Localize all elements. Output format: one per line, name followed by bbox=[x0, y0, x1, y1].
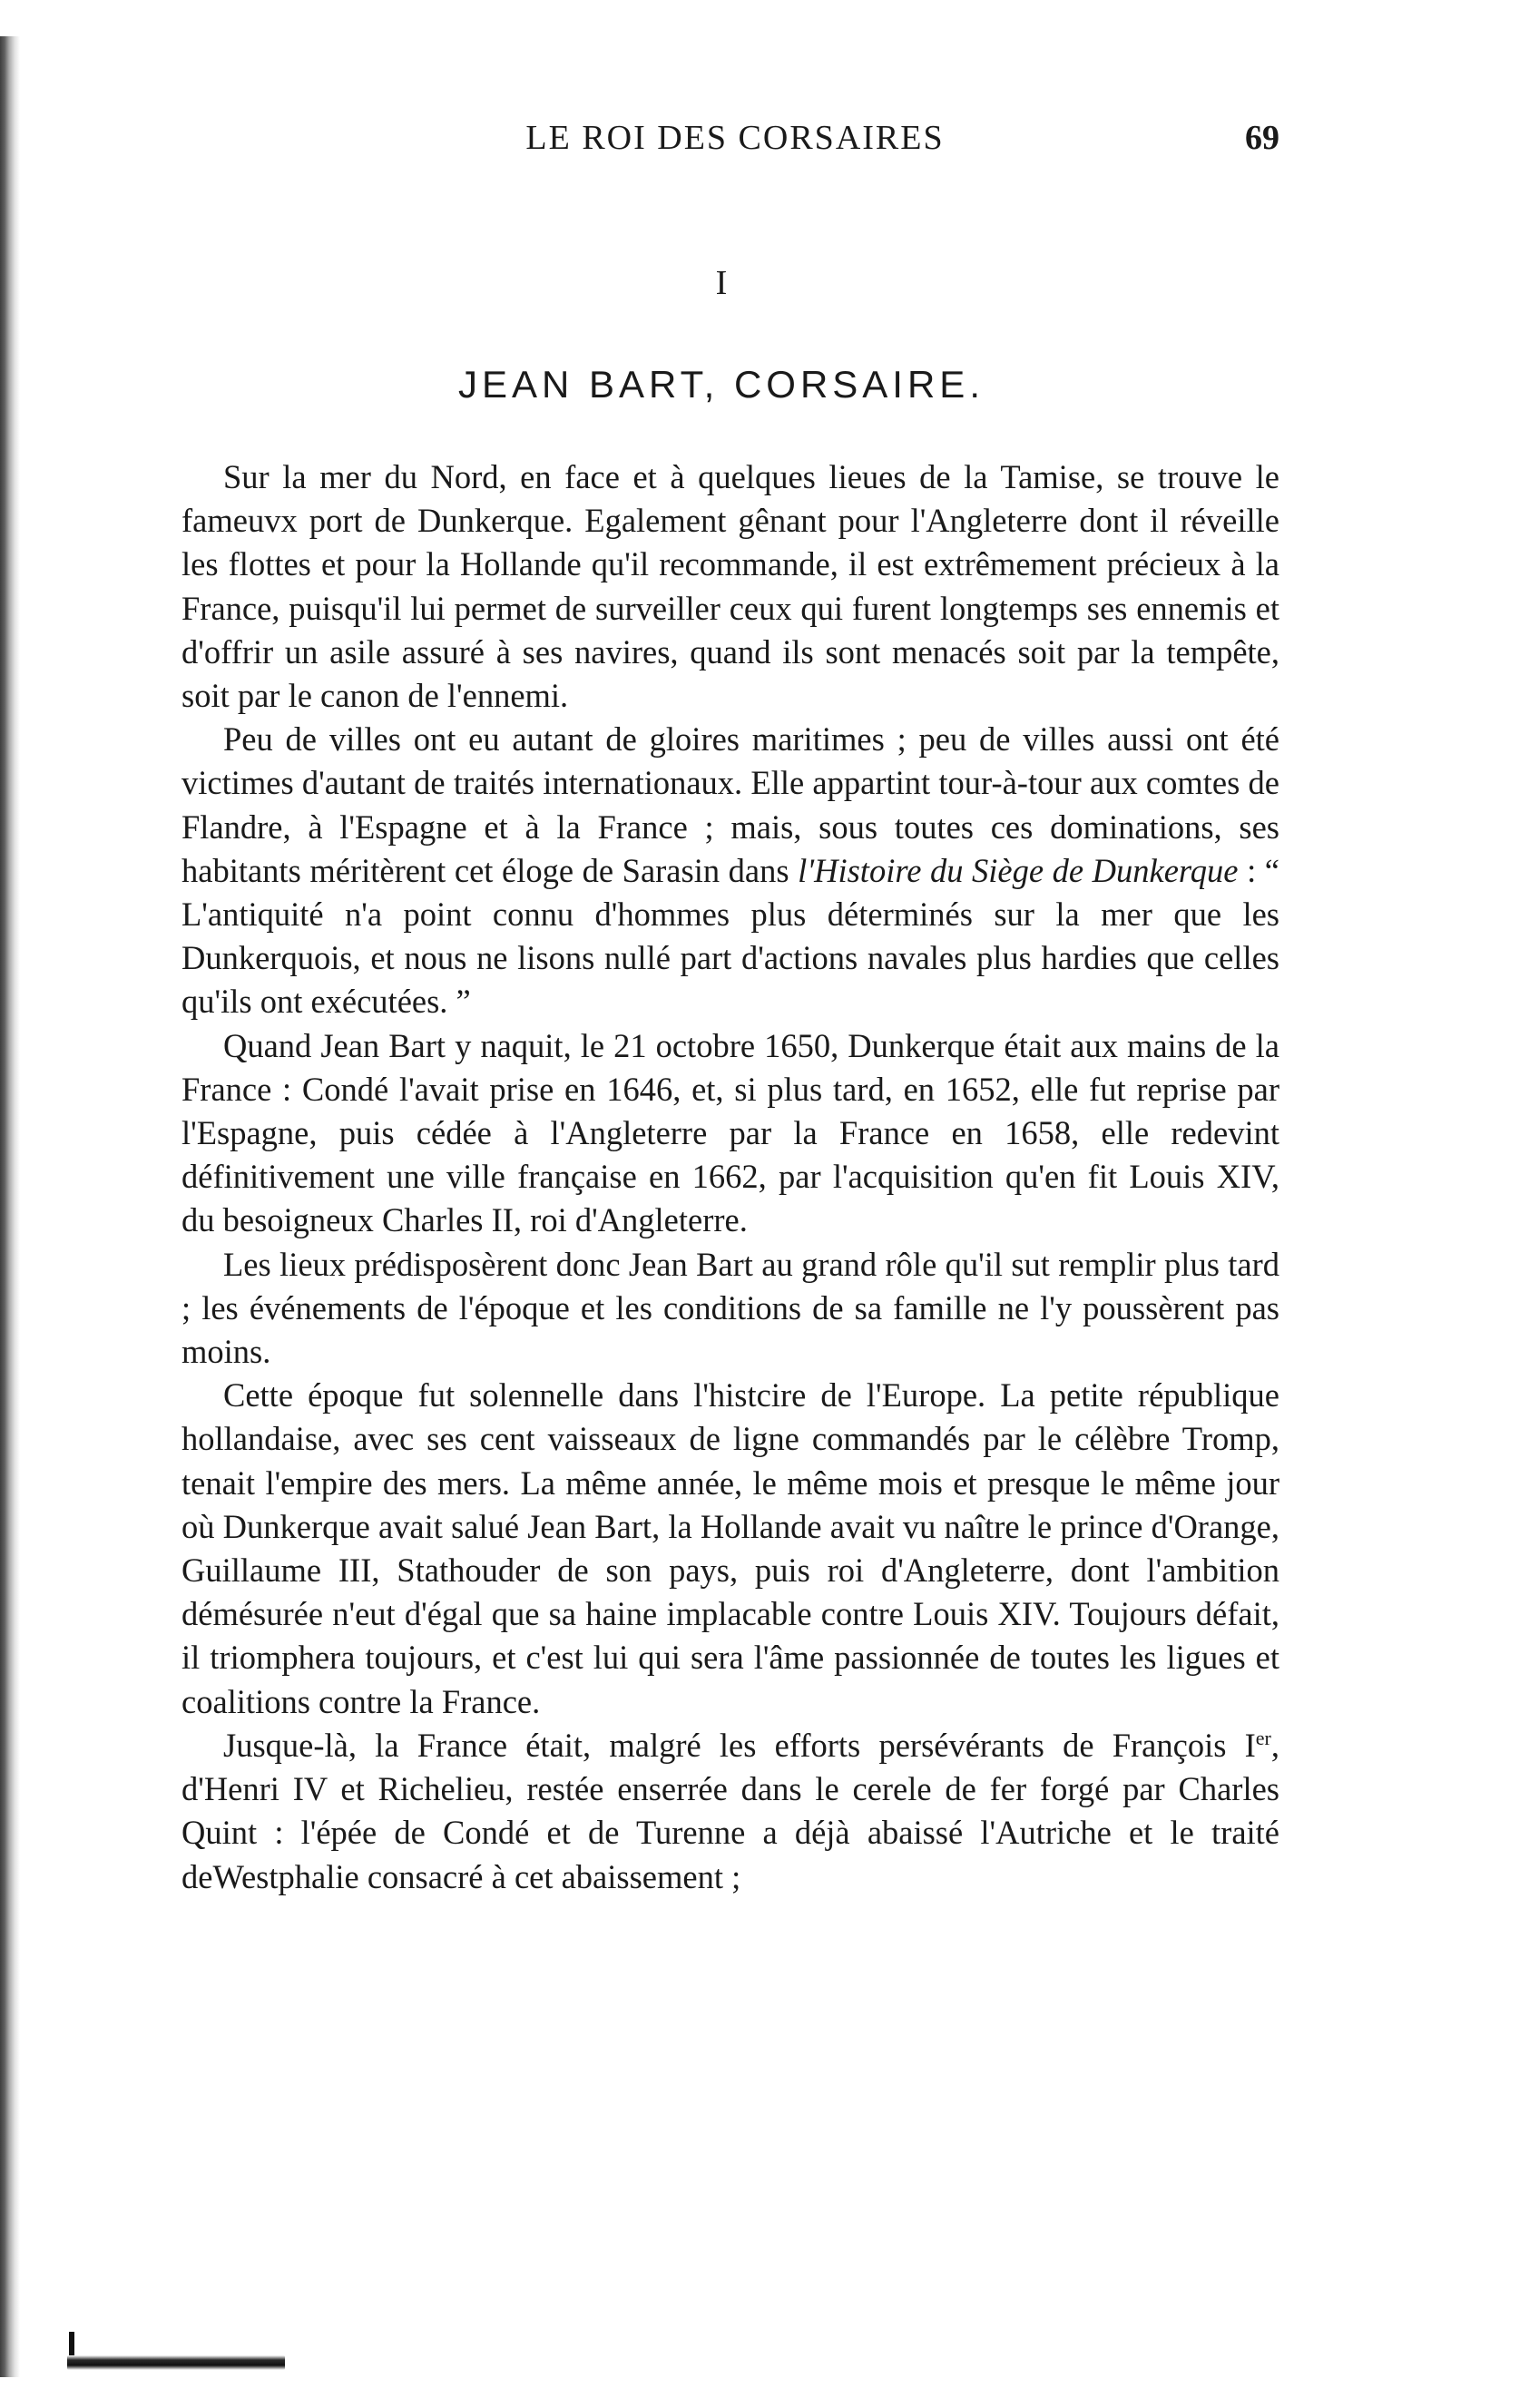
paragraph-2-text-end: : “ L'antiquité n'a point connu d'hommes plus déterminés sur la mer que les Dunkerquois, et nous ne lisons nullé part d'actions navales plus hardies que celles qu'ils ont exécutées. ” bbox=[181, 851, 1279, 1021]
page-number: 69 bbox=[1245, 119, 1279, 157]
page-corner-mark bbox=[67, 2355, 285, 2370]
paragraph-6-text-rest: , d'Henri IV et Richelieu, restée enserrée dans le cerele de fer forgé par Charles Quint : l'épée de Condé et de Turenne a déjà abaissé l'Autriche et le traité deWestphalie consacré à cet abaissement ; bbox=[181, 1726, 1279, 1895]
paragraph-6-text-start: Jusque-là, la France était, malgré les efforts persévérants de François I bbox=[223, 1726, 1256, 1764]
paragraph-2 bbox=[181, 718, 1279, 1023]
section-numeral: I bbox=[715, 264, 728, 302]
paragraph-5: Cette époque fut solennelle dans l'histcire de l'Europe. La petite république hollandaise, avec ses cent vaisseaux de ligne commandés par le célèbre Tromp, tenait l'empire des mers. La même année, le même mois et presque le même jour où Dunkerque avait salué Jean Bart, la Hollande avait vu naître le prince d'Orange, Guillaume III, Stathouder de son pays, puis roi d'Angleterre, dont l'ambition démésurée n'eut d'égal que sa haine implacable contre Louis XIV. Toujours défait, il triomphera toujours, et c'est lui qui sera l'âme passionnée de toutes les ligues et coalitions contre la France. bbox=[181, 1376, 1279, 1720]
chapter-title: JEAN BART, CORSAIRE. bbox=[457, 363, 985, 406]
paragraph-6 bbox=[181, 1724, 1279, 1899]
paragraph-2-text-start: Peu de villes ont eu autant de gloires maritimes ; peu de villes aussi ont été victimes d'autant de traités internationaux. Elle appartint tour-à-tour aux comtes de Flandre, à l'Espagne et à la France ; mais, sous toutes ces dominations, ses habitants méritèrent cet éloge de Sarasin dans bbox=[181, 720, 1279, 889]
body-text bbox=[181, 455, 1279, 1899]
book-title-reference: l'Histoire du Siège de Dunkerque bbox=[798, 851, 1239, 889]
paragraph-4: Les lieux prédisposèrent donc Jean Bart au grand rôle qu'il sut remplir plus tard ; les événements de l'époque et les conditions de sa famille ne l'y poussèrent pas moins. bbox=[181, 1245, 1279, 1371]
paragraph-3: Quand Jean Bart y naquit, le 21 octobre 1650, Dunkerque était aux mains de la France : Condé l'avait prise en 1646, et, si plus tard, en 1652, elle fut reprise par l'Espagne, puis cédée à l'Angleterre par la France en 1658, elle redevint définitivement une ville française en 1662, par l'acquisition qu'en fit Louis XIV, du besoigneux Charles II, roi d'Angleterre. bbox=[181, 1026, 1279, 1239]
running-header bbox=[191, 118, 1279, 172]
ordinal-superscript: er bbox=[1255, 1726, 1271, 1749]
running-title: LE ROI DES CORSAIRES bbox=[525, 119, 945, 157]
paragraph-1: Sur la mer du Nord, en face et à quelques lieues de la Tamise, se trouve le fameuvx port de Dunkerque. Egalement gênant pour l'Angleterre dont il réveille les flottes et pour la Hollande qu'il recommande, il est extrêmement précieux à la France, puisqu'il lui permet de surveiller ceux qui furent longtemps ses ennemis et d'offrir un asile assuré à ses navires, quand ils sont menacés soit par la tempête, soit par le canon de l'ennemi. bbox=[181, 458, 1279, 715]
